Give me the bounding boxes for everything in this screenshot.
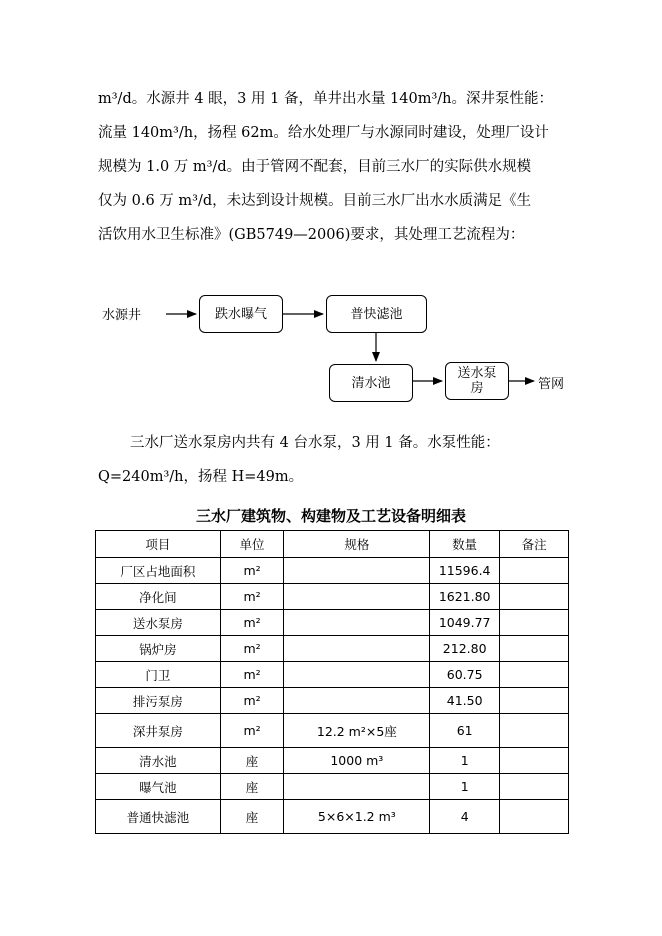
- flow-node-filter: [326, 295, 427, 333]
- table-header-row: [96, 531, 569, 558]
- cell-quantity: 1: [430, 774, 500, 800]
- intro-line: 仅为 0.6 万 m³/d，未达到设计规模。目前三水厂出水水质满足《生: [98, 193, 532, 209]
- header-spec: 规格: [284, 531, 430, 558]
- cell-unit: m²: [220, 636, 284, 662]
- cell-unit: 座: [220, 748, 284, 774]
- cell-unit: 座: [220, 800, 284, 834]
- flow-node-label: 送水泵: [457, 366, 497, 381]
- cell-remark: [500, 714, 569, 748]
- cell-quantity: 1621.80: [430, 584, 500, 610]
- flow-node-clear-pool: [329, 364, 413, 402]
- intro-paragraph: [98, 82, 568, 252]
- flow-node-label: 房: [470, 381, 484, 396]
- header-remark: 备注: [500, 531, 569, 558]
- cell-item: 送水泵房: [96, 610, 221, 636]
- cell-spec: 12.2 m²×5座: [284, 714, 430, 748]
- table-row: [96, 774, 569, 800]
- cell-remark: [500, 774, 569, 800]
- cell-quantity: 61: [430, 714, 500, 748]
- intro-line: 规模为 1.0 万 m³/d。由于管网不配套，目前三水厂的实际供水规模: [98, 159, 532, 175]
- table-title: 三水厂建筑物、构建物及工艺设备明细表: [195, 507, 466, 525]
- flow-node-label: 清水池: [351, 375, 391, 391]
- cell-item: 曝气池: [96, 774, 221, 800]
- cell-quantity: 60.75: [430, 662, 500, 688]
- cell-spec: [284, 774, 430, 800]
- cell-quantity: 212.80: [430, 636, 500, 662]
- table-row: [96, 610, 569, 636]
- cell-unit: m²: [220, 610, 284, 636]
- cell-unit: 座: [220, 774, 284, 800]
- header-unit: 单位: [220, 531, 284, 558]
- cell-spec: [284, 584, 430, 610]
- cell-remark: [500, 558, 569, 584]
- table-row: [96, 558, 569, 584]
- cell-remark: [500, 584, 569, 610]
- cell-remark: [500, 636, 569, 662]
- intro-line: 流量 140m³/h，扬程 62m。给水处理厂与水源同时建设，处理厂设计: [98, 125, 549, 141]
- cell-item: 门卫: [96, 662, 221, 688]
- cell-remark: [500, 662, 569, 688]
- cell-spec: [284, 688, 430, 714]
- flow-node-label: 普快滤池: [350, 306, 403, 322]
- cell-quantity: 4: [430, 800, 500, 834]
- cell-spec: [284, 662, 430, 688]
- cell-unit: m²: [220, 714, 284, 748]
- flow-node-pump-house: [445, 362, 509, 400]
- table-row: [96, 714, 569, 748]
- cell-spec: [284, 610, 430, 636]
- header-quantity: 数量: [430, 531, 500, 558]
- cell-quantity: 41.50: [430, 688, 500, 714]
- cell-remark: [500, 748, 569, 774]
- cell-remark: [500, 800, 569, 834]
- table-row: [96, 636, 569, 662]
- equipment-table: [95, 530, 569, 834]
- cell-unit: m²: [220, 662, 284, 688]
- cell-spec: [284, 558, 430, 584]
- table-row: [96, 748, 569, 774]
- cell-item: 清水池: [96, 748, 221, 774]
- pump-line: Q=240m³/h，扬程 H=49m。: [98, 469, 304, 485]
- cell-spec: [284, 636, 430, 662]
- flow-node-aeration: [199, 295, 283, 333]
- table-row: [96, 584, 569, 610]
- cell-item: 深井泵房: [96, 714, 221, 748]
- cell-item: 普通快滤池: [96, 800, 221, 834]
- cell-remark: [500, 688, 569, 714]
- cell-unit: m²: [220, 558, 284, 584]
- cell-spec: 5×6×1.2 m³: [284, 800, 430, 834]
- flow-node-label: 跌水曝气: [214, 306, 267, 322]
- header-item: 项目: [96, 531, 221, 558]
- cell-unit: m²: [220, 584, 284, 610]
- table-row: [96, 688, 569, 714]
- cell-remark: [500, 610, 569, 636]
- cell-quantity: 1049.77: [430, 610, 500, 636]
- cell-quantity: 1: [430, 748, 500, 774]
- cell-quantity: 11596.4: [430, 558, 500, 584]
- flow-network-label: 管网: [538, 377, 565, 392]
- cell-item: 排污泵房: [96, 688, 221, 714]
- table-row: [96, 662, 569, 688]
- cell-spec: 1000 m³: [284, 748, 430, 774]
- table-row: [96, 800, 569, 834]
- intro-line: 活饮用水卫生标准》(GB5749—2006)要求，其处理工艺流程为：: [98, 227, 525, 243]
- flow-source-label: 水源井: [102, 308, 142, 323]
- cell-item: 锅炉房: [96, 636, 221, 662]
- intro-line: m³/d。水源井 4 眼，3 用 1 备，单井出水量 140m³/h。深井泵性能：: [98, 91, 554, 107]
- cell-unit: m²: [220, 688, 284, 714]
- pump-paragraph: [98, 426, 568, 494]
- pump-line: 三水厂送水泵房内共有 4 台水泵，3 用 1 备。水泵性能：: [130, 435, 500, 451]
- cell-item: 净化间: [96, 584, 221, 610]
- cell-item: 厂区占地面积: [96, 558, 221, 584]
